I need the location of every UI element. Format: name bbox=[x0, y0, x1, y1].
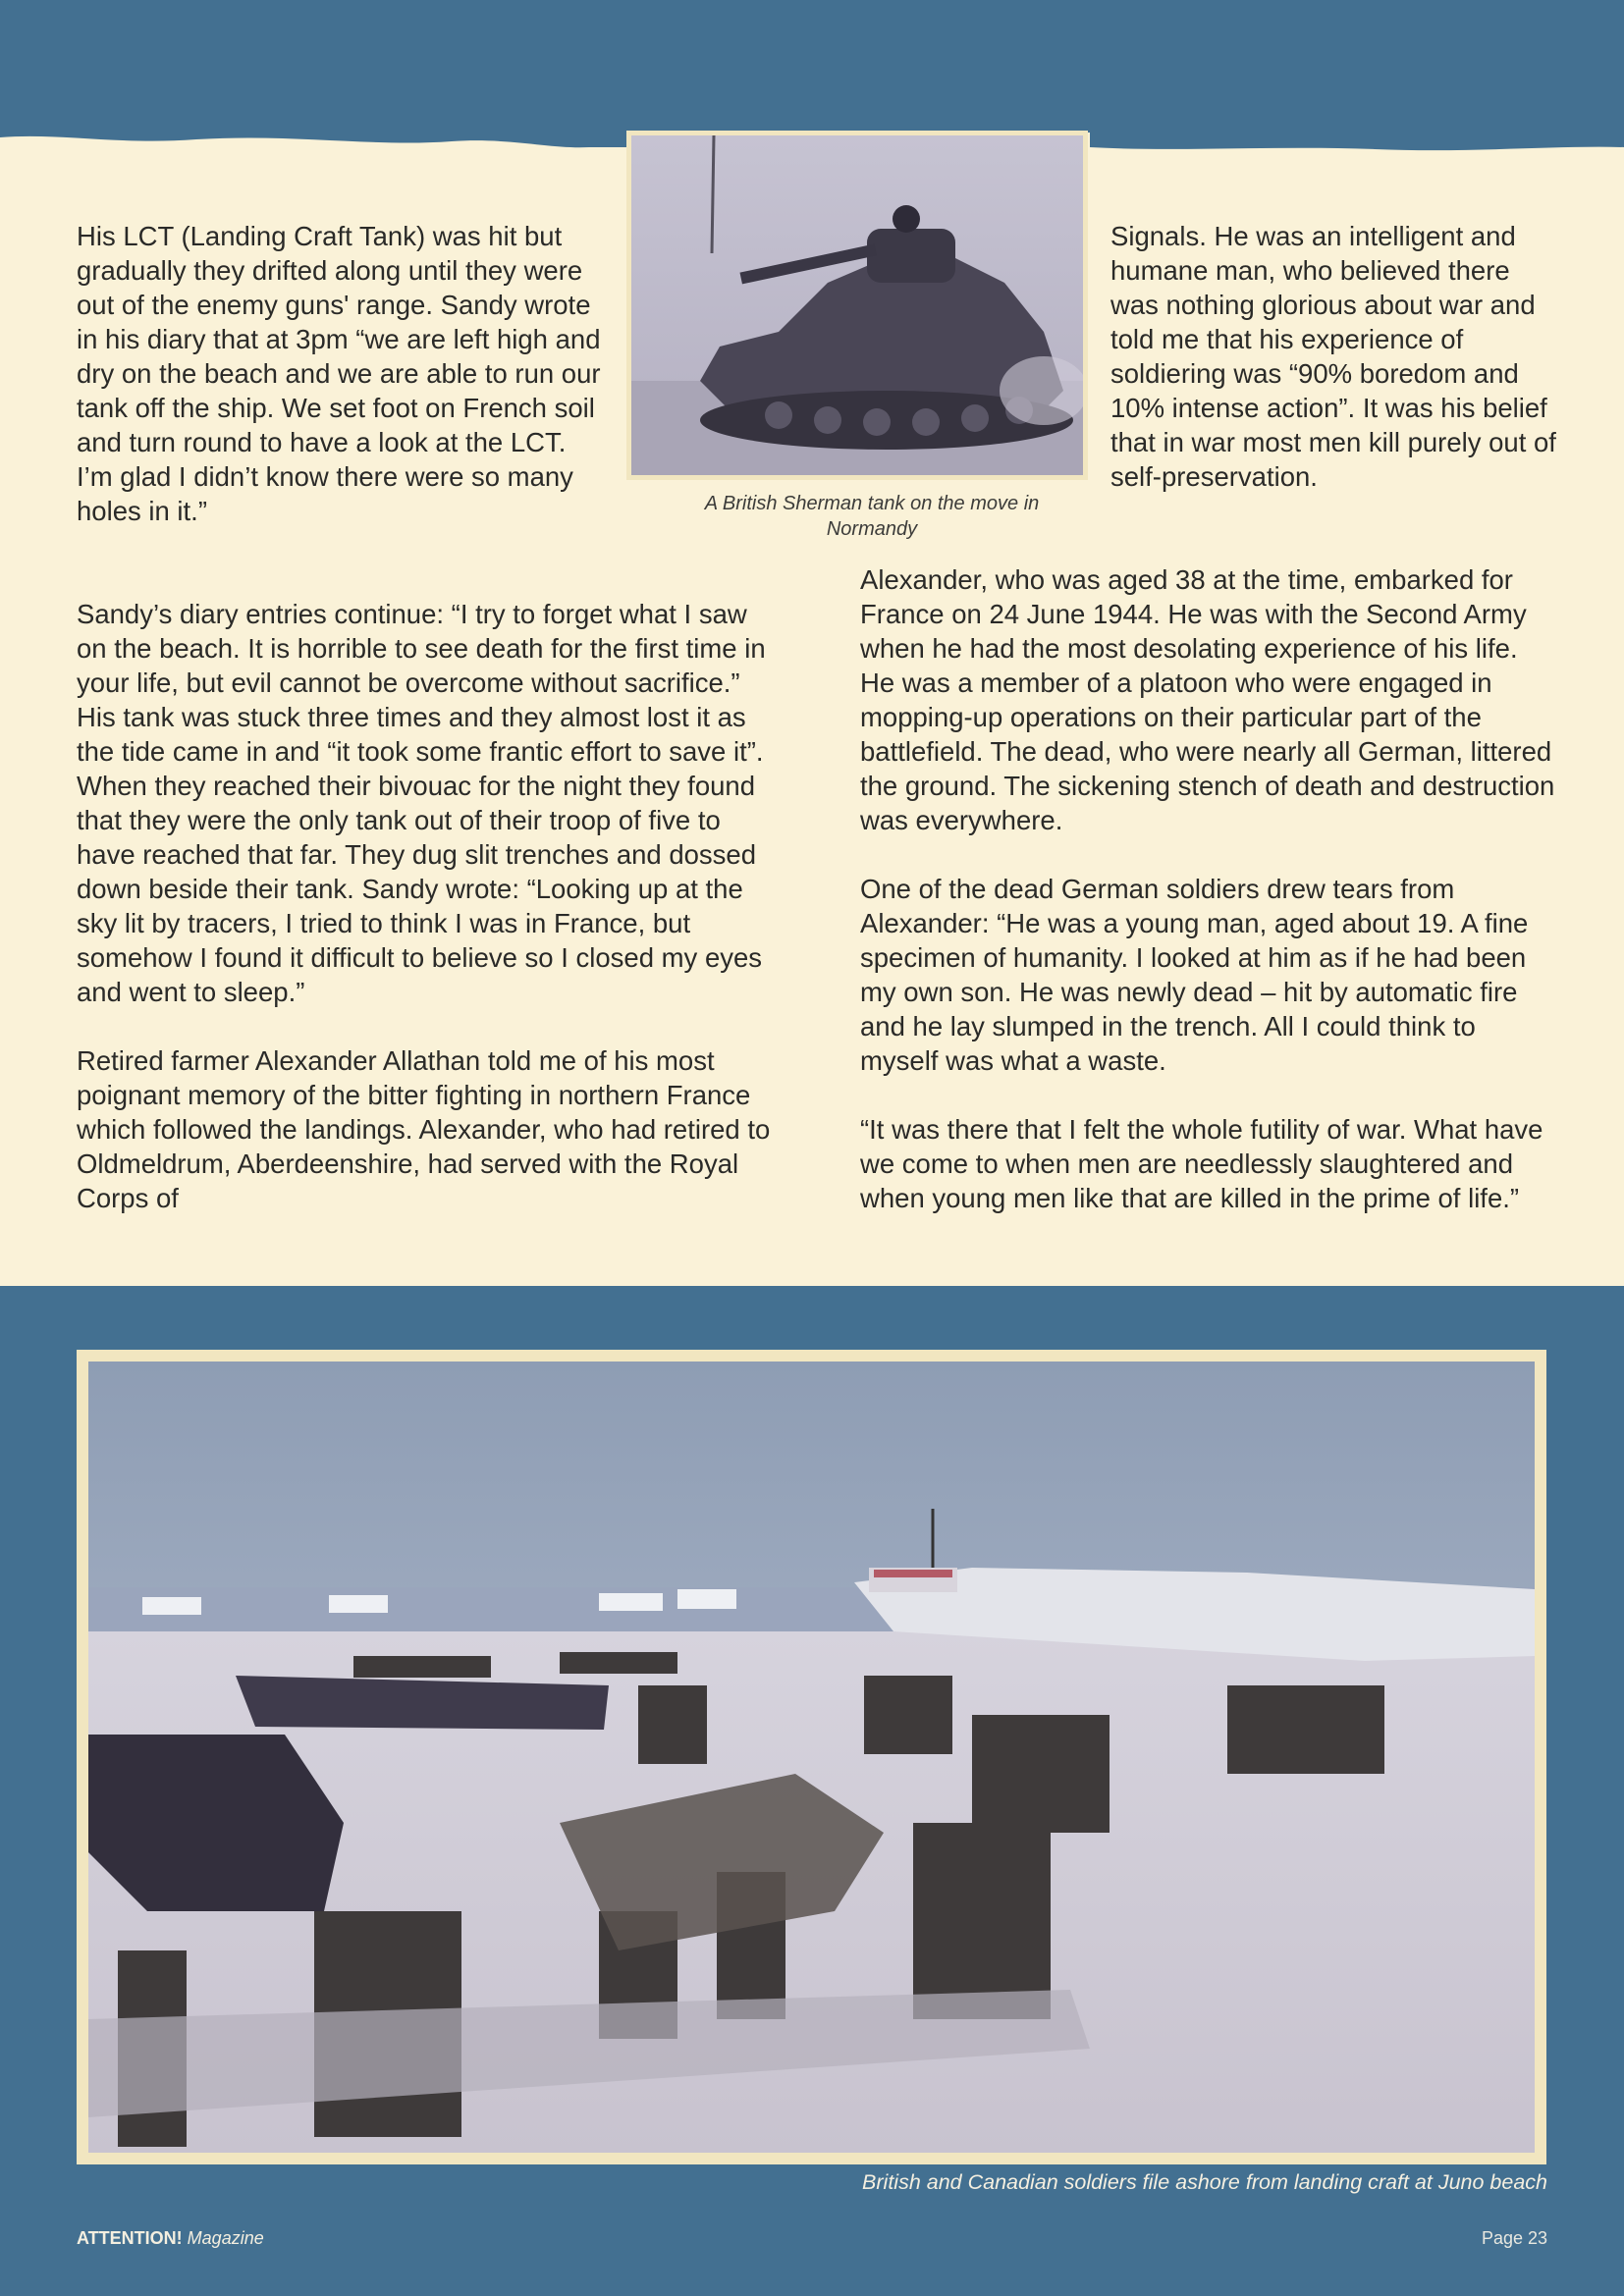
beach-photo-caption: British and Canadian soldiers file ashore from landing craft at Juno beach bbox=[862, 2170, 1547, 2194]
tank-photo bbox=[631, 135, 1083, 475]
text-column-left bbox=[77, 597, 774, 1215]
text-column-right-top: Signals. He was an intelligent and humane man, who believed there was nothing glorious about war and told me that his experience of soldiering was “90% boredom and 10% intense action”. It was his belief that in war most men kill purely out of self-preservation. bbox=[1110, 221, 1556, 492]
paragraph-alexander-embarked: Alexander, who was aged 38 at the time, embarked for France on 24 June 1944. He was with the Second Army when he had the most desolating experience of his life. He was a member of a platoon who were engaged in mopping-up operations on their particular part of the battlefield. The dead, who were nearly all German, littered the ground. The sickening stench of death and destruction was everywhere. bbox=[860, 564, 1555, 835]
footer-brand-suffix: Magazine bbox=[187, 2228, 264, 2248]
text-column-left-top: His LCT (Landing Craft Tank) was hit but gradually they drifted along until they were out of the enemy guns' range. Sandy wrote in his diary that at 3pm “we are left high and dry on the beach and we are able to run our tank off the ship. We set foot on French soil and turn round to have a look at the LCT. I’m glad I didn’t know there were so many holes in it.” bbox=[77, 221, 601, 526]
tank-photo-caption: A British Sherman tank on the move in Normandy bbox=[704, 493, 1040, 540]
footer-brand bbox=[77, 2228, 264, 2249]
paragraph-futility: “It was there that I felt the whole futility of war. What have we come to when men are needlessly slaughtered and when young men like that are killed in the prime of life.” bbox=[860, 1114, 1543, 1213]
beach-photo bbox=[88, 1362, 1535, 2153]
footer-brand-name: ATTENTION! bbox=[77, 2228, 183, 2248]
beach-photo-frame bbox=[77, 1350, 1546, 2164]
paragraph-dead-soldier: One of the dead German soldiers drew tears from Alexander: “He was a young man, aged about 19. A fine specimen of humanity. I looked at him as if he had been my own son. He was newly dead – hit by automatic fire and he lay slumped in the trench. All I could think to myself was what a waste. bbox=[860, 874, 1529, 1076]
page-number: Page 23 bbox=[1481, 2228, 1547, 2248]
tank-photo-frame bbox=[626, 131, 1088, 480]
text-column-right bbox=[860, 562, 1557, 1215]
paragraph-alexander-intro: Retired farmer Alexander Allathan told me of his most poignant memory of the bitter fighting in northern France which followed the landings. Alexander, who had retired to Oldmeldrum, Aberdeenshire, had served with the Royal Corps of bbox=[77, 1045, 771, 1213]
paragraph-sandy-diary: Sandy’s diary entries continue: “I try to forget what I saw on the beach. It is horrible to see death for the first time in your life, but evil cannot be overcome without sacrifice.” His tank was stuck three times and they almost lost it as the tide came in and “it took some frantic effort to save it”. When they reached their bivouac for the night they found that they were the only tank out of their troop of five to have reached that far. They dug slit trenches and dossed down beside their tank. Sandy wrote: “Looking up at the sky lit by tracers, I tried to think I was in France, but somehow I found it difficult to believe so I closed my eyes and went to sleep.” bbox=[77, 599, 766, 1007]
